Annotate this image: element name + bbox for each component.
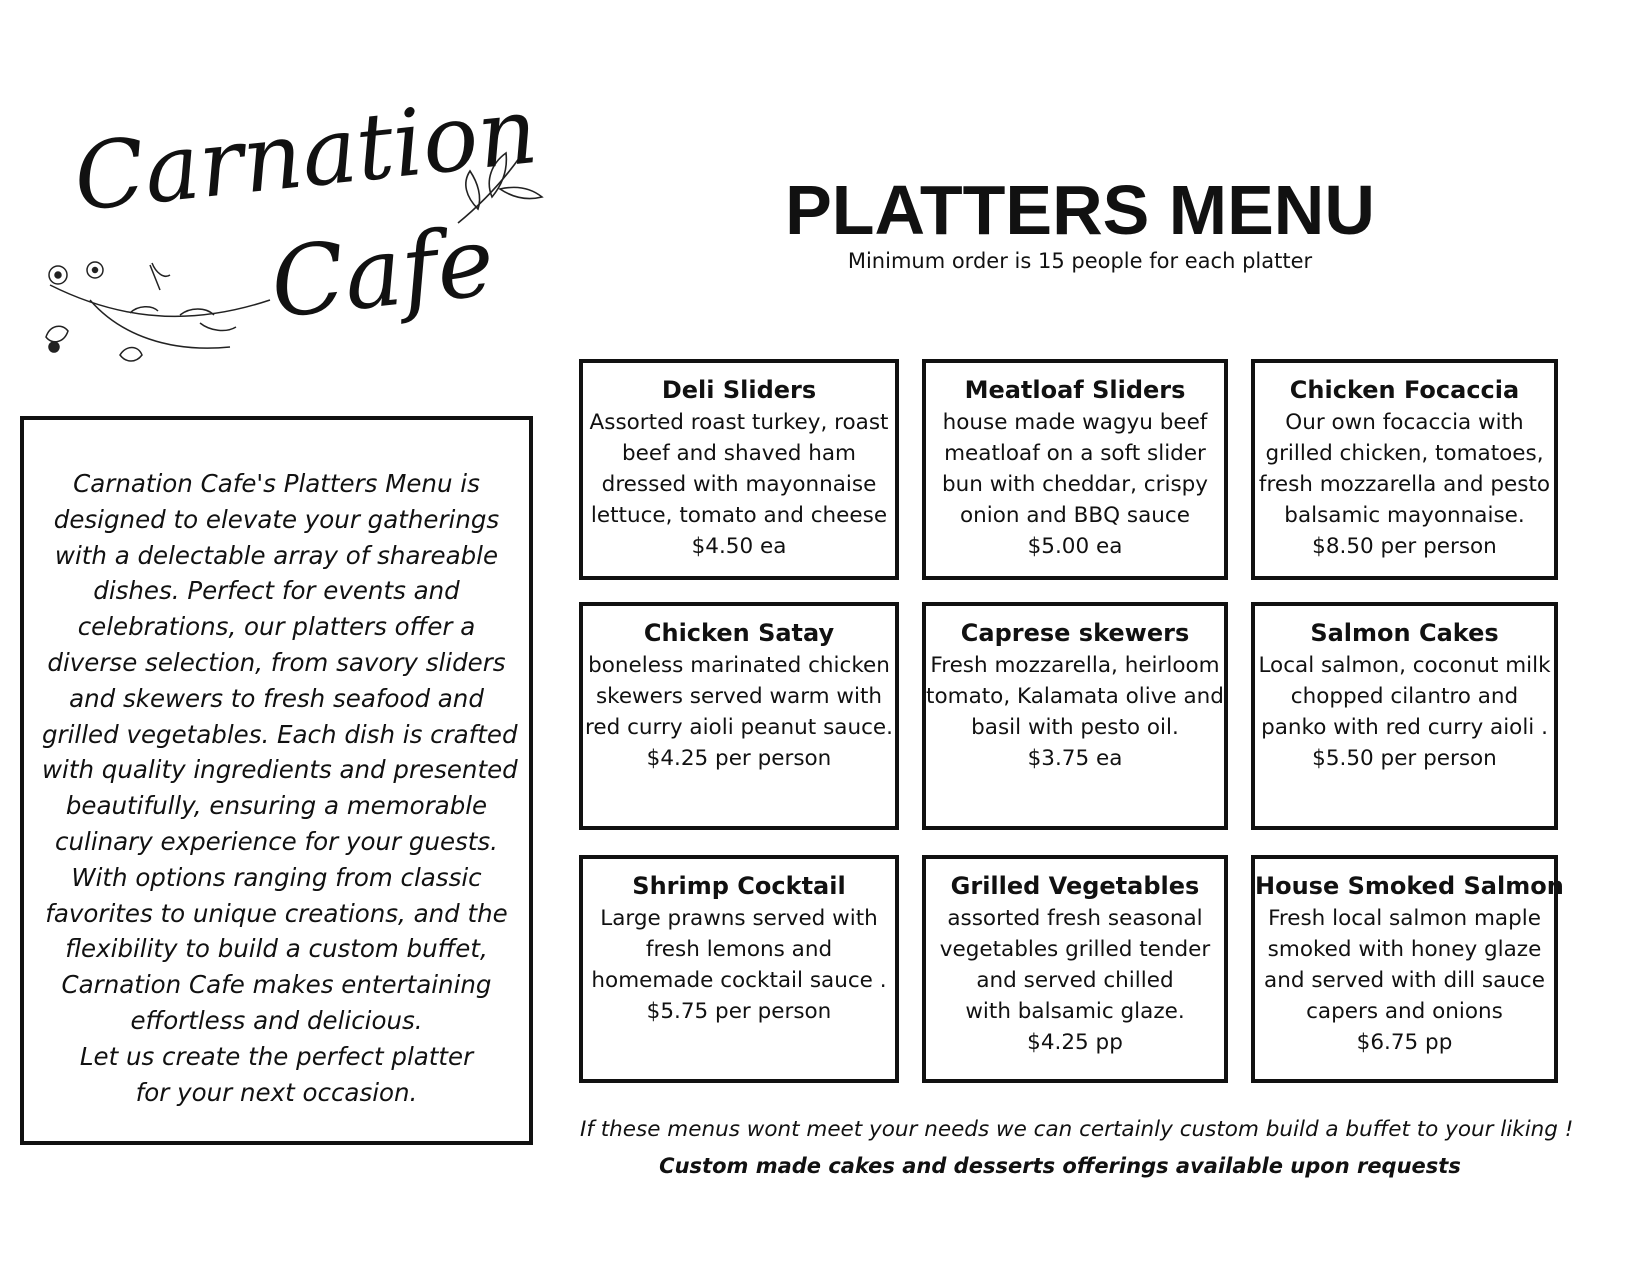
intro-line: beautifully, ensuring a memorable xyxy=(65,791,488,821)
platter-name: Grilled Vegetables xyxy=(950,872,1200,900)
platter-card-caprese-skewers xyxy=(922,602,1228,830)
platter-price: $4.25 pp xyxy=(1027,1030,1123,1055)
platter-description-line: Large prawns served with xyxy=(600,906,878,931)
platter-description-line: fresh lemons and xyxy=(645,937,833,962)
platter-description-line: homemade cocktail sauce . xyxy=(591,968,887,993)
platter-card-grilled-vegetables xyxy=(922,855,1228,1083)
platter-name: Shrimp Cocktail xyxy=(632,872,846,900)
platter-description-line: fresh mozzarella and pesto xyxy=(1258,472,1551,497)
platter-card-house-smoked-salmon xyxy=(1251,855,1564,1083)
platter-description-line: house made wagyu beef xyxy=(942,410,1208,435)
platter-price: $4.25 per person xyxy=(646,746,832,771)
platter-description-line: smoked with honey glaze xyxy=(1267,937,1542,962)
floral-branch-icon xyxy=(46,262,270,361)
intro-line: With options ranging from classic xyxy=(71,862,482,892)
intro-line: Carnation Cafe makes entertaining xyxy=(61,970,492,1000)
platter-description-line: Local salmon, coconut milk xyxy=(1258,653,1551,678)
platter-price: $4.50 ea xyxy=(691,534,787,559)
intro-line: designed to elevate your gatherings xyxy=(53,504,500,534)
intro-line: effortless and delicious. xyxy=(130,1005,423,1035)
intro-line: culinary experience for your guests. xyxy=(55,826,498,856)
platter-price: $5.75 per person xyxy=(646,999,832,1024)
platter-description-line: Fresh local salmon maple xyxy=(1268,906,1541,931)
platter-description-line: chopped cilantro and xyxy=(1290,684,1519,709)
platter-description-line: capers and onions xyxy=(1306,999,1503,1024)
intro-line: with a delectable array of shareable xyxy=(54,540,499,570)
platter-description-line: dressed with mayonnaise xyxy=(601,472,877,497)
cafe-logo-graphic xyxy=(30,85,550,385)
minimum-order-note: Minimum order is 15 people for each platter xyxy=(847,249,1313,273)
platter-description-line: Fresh mozzarella, heirloom xyxy=(930,653,1220,678)
platter-description-line: basil with pesto oil. xyxy=(971,715,1179,740)
platter-card-meatloaf-sliders xyxy=(922,359,1228,580)
intro-line: for your next occasion. xyxy=(135,1077,418,1107)
platter-description-line: beef and shaved ham xyxy=(622,441,856,466)
logo-word-cafe: Cafe xyxy=(265,205,500,340)
platter-description-line: meatloaf on a soft slider xyxy=(944,441,1206,466)
platter-price: $8.50 per person xyxy=(1312,534,1497,559)
intro-description-box xyxy=(20,416,533,1145)
platter-card-shrimp-cocktail xyxy=(579,855,899,1083)
platter-description-line: boneless marinated chicken xyxy=(588,653,890,678)
cakes-desserts-note: Custom made cakes and desserts offerings available upon requests xyxy=(659,1154,1461,1178)
platter-card-chicken-focaccia xyxy=(1251,359,1558,580)
intro-line: with quality ingredients and presented xyxy=(42,755,518,785)
platter-card-deli-sliders xyxy=(579,359,899,580)
platter-description-line: onion and BBQ sauce xyxy=(960,503,1190,528)
platter-name: Chicken Focaccia xyxy=(1289,376,1520,404)
intro-line: Carnation Cafe's Platters Menu is xyxy=(73,469,480,498)
platter-description-line: red curry aioli peanut sauce. xyxy=(585,715,893,740)
platter-description-line: assorted fresh seasonal xyxy=(947,906,1203,931)
cafe-logo xyxy=(30,85,550,385)
platter-card-salmon-cakes xyxy=(1251,602,1558,830)
platter-description-line: Our own focaccia with xyxy=(1285,410,1524,435)
platter-description-line: and served with dill sauce xyxy=(1264,968,1545,993)
logo-word-carnation: Carnation xyxy=(69,85,543,232)
platter-description-line: lettuce, tomato and cheese xyxy=(590,503,888,528)
platter-name: Deli Sliders xyxy=(661,376,817,404)
platter-price: $5.50 per person xyxy=(1312,746,1497,771)
platter-price: $3.75 ea xyxy=(1027,746,1123,771)
platter-name: Salmon Cakes xyxy=(1310,619,1499,647)
platter-price: $5.00 ea xyxy=(1027,534,1123,559)
intro-line: and skewers to fresh seafood and xyxy=(69,683,484,713)
intro-line: dishes. Perfect for events and xyxy=(93,576,460,606)
intro-line: flexibility to build a custom buffet, xyxy=(65,934,488,964)
intro-line: Let us create the perfect platter xyxy=(79,1041,474,1071)
intro-line: grilled vegetables. Each dish is crafted xyxy=(42,719,518,749)
platter-description-line: balsamic mayonnaise. xyxy=(1284,503,1525,528)
intro-line: diverse selection, from savory sliders xyxy=(47,647,506,677)
page-title: PLATTERS MENU xyxy=(785,171,1375,249)
platter-description-line: Assorted roast turkey, roast xyxy=(589,410,889,435)
platter-description-line: grilled chicken, tomatoes, xyxy=(1265,441,1544,466)
custom-buffet-note: If these menus wont meet your needs we can certainly custom build a buffet to your liking ! xyxy=(580,1117,1574,1142)
platter-description-line: bun with cheddar, crispy xyxy=(941,472,1209,497)
platter-name: House Smoked Salmon xyxy=(1255,872,1564,900)
platter-card-chicken-satay xyxy=(579,602,899,830)
platter-description-line: and served chilled xyxy=(976,968,1174,993)
platter-description-line: panko with red curry aioli . xyxy=(1261,715,1548,740)
platter-description-line: with balsamic glaze. xyxy=(965,999,1185,1024)
platter-name: Meatloaf Sliders xyxy=(964,376,1186,404)
platter-description-line: tomato, Kalamata olive and xyxy=(926,684,1224,709)
platter-name: Caprese skewers xyxy=(960,619,1190,647)
platter-name: Chicken Satay xyxy=(643,619,835,647)
platter-description-line: vegetables grilled tender xyxy=(939,937,1211,962)
platter-price: $6.75 pp xyxy=(1356,1030,1453,1055)
platter-description-line: skewers served warm with xyxy=(595,684,883,709)
intro-line: celebrations, our platters offer a xyxy=(77,612,476,642)
intro-line: favorites to unique creations, and the xyxy=(45,898,508,928)
